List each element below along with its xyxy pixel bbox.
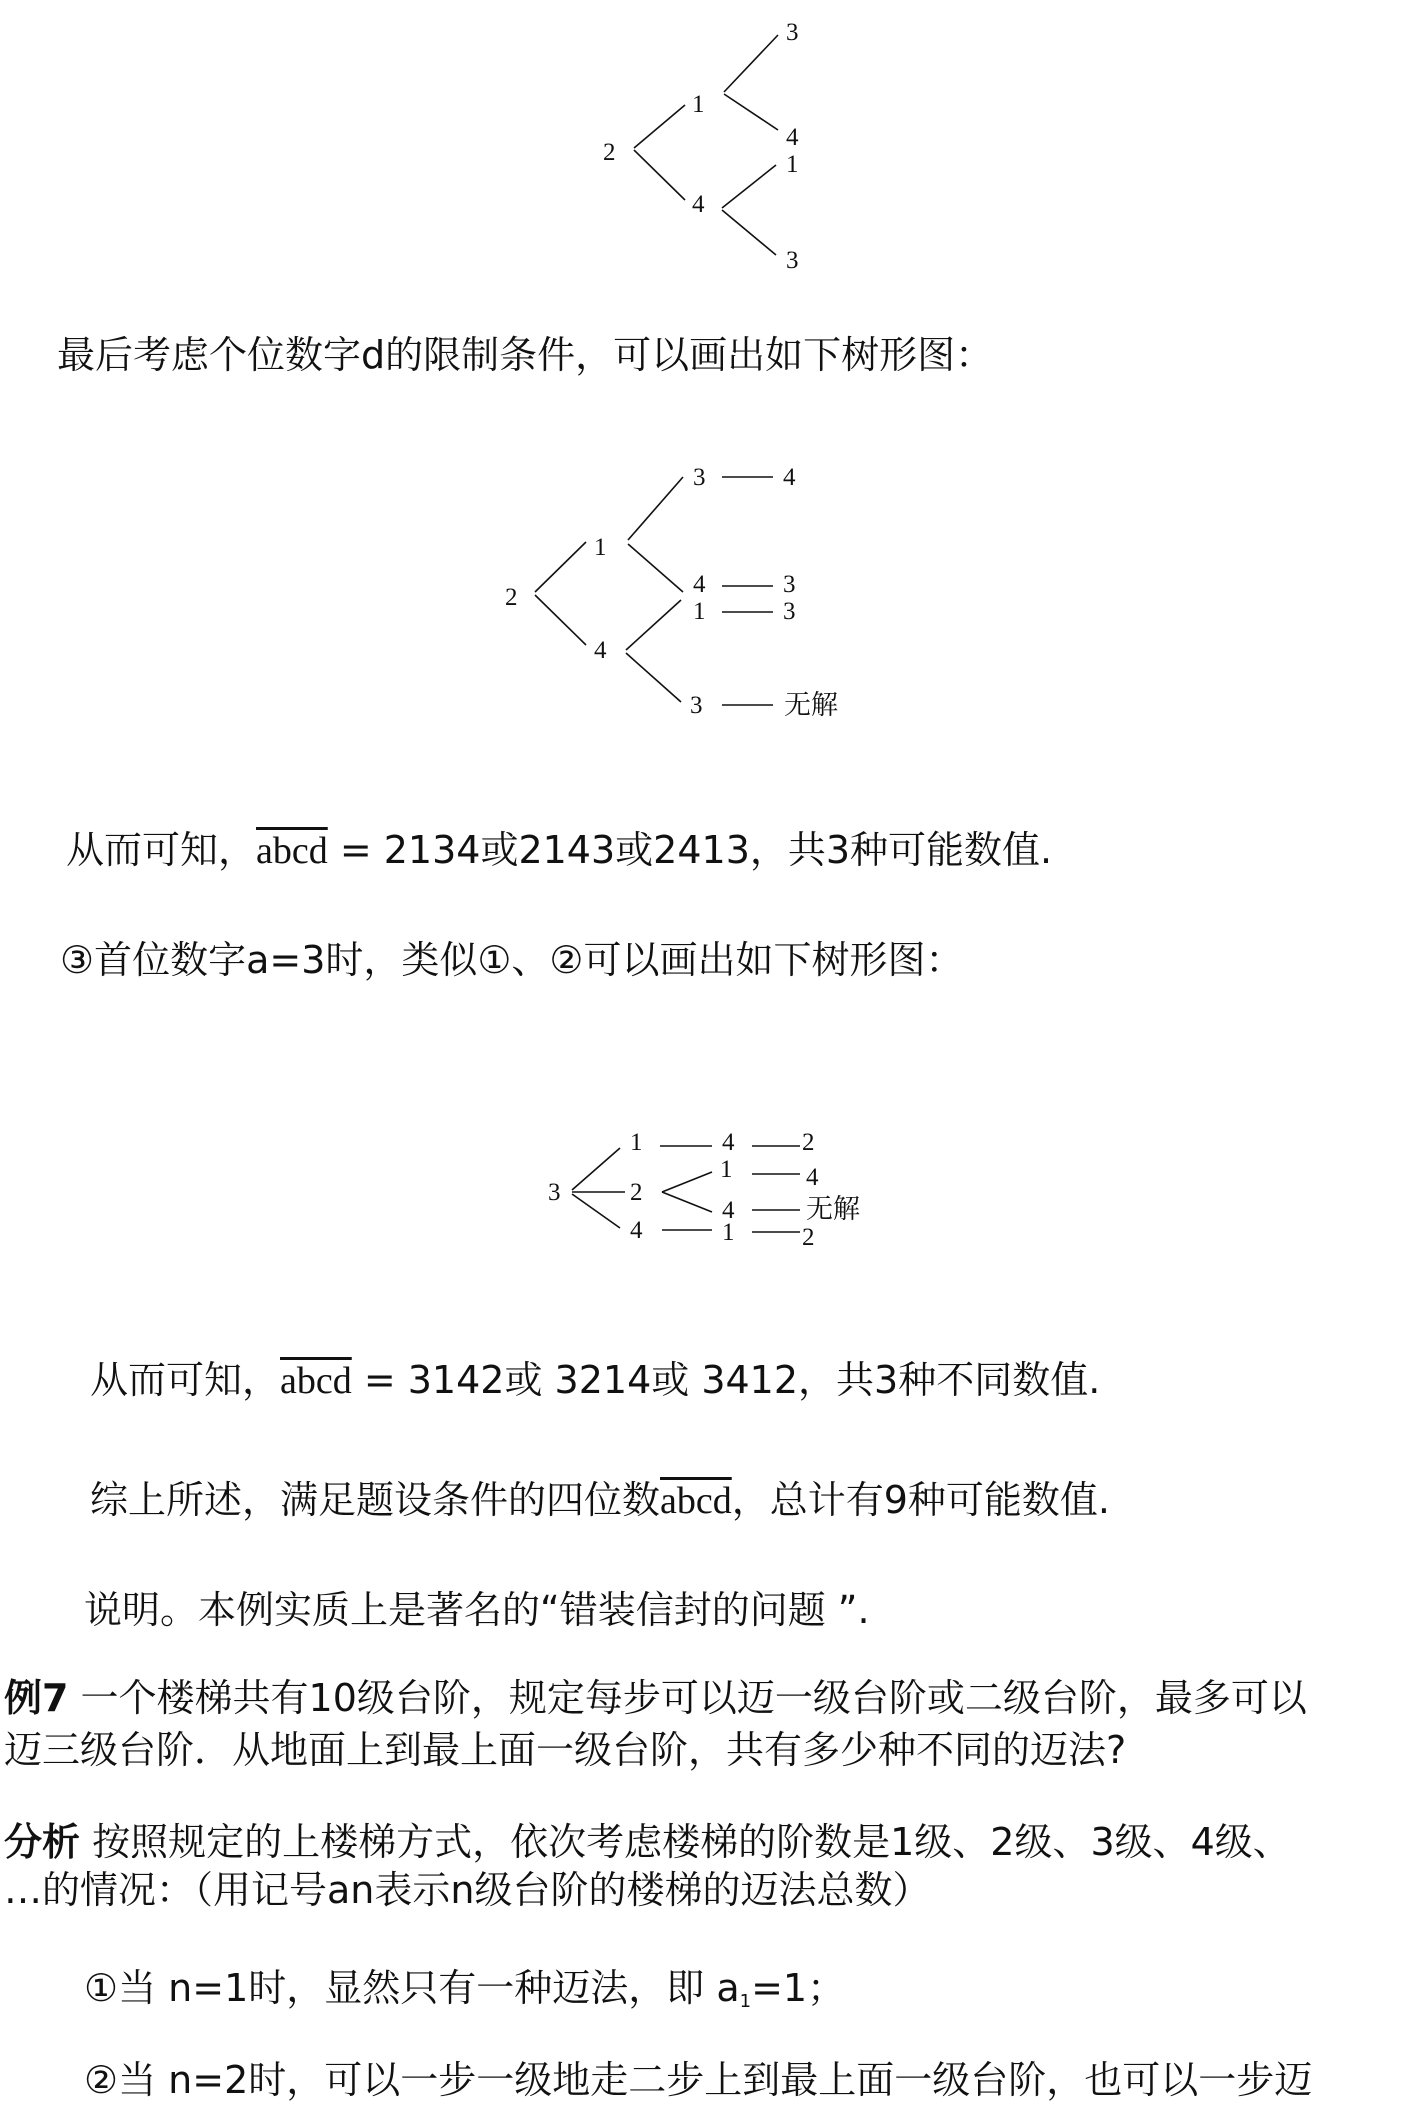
tree3-node: 2 [630,1179,643,1206]
tree1-leaf: 3 [786,247,799,274]
tree1-node: 1 [692,91,705,118]
tree1-edge [722,165,776,208]
summary-line: 综上所述，满足题设条件的四位数abcd，总计有9种可能数值. [90,1478,1111,1522]
tree2-leaf: 4 [783,464,796,491]
tree2-edge [628,477,683,540]
tree3-leaf: 2 [802,1129,815,1156]
tree1-node: 4 [692,191,705,218]
tree3-leaf: 4 [722,1197,735,1224]
tree3-leaf: 1 [720,1156,733,1183]
result-case2: 从而可知，abcd = 2134或2143或2413，共3种可能数值. [66,828,1053,872]
explanation-note: 说明。本例实质上是著名的“错装信封的问题 ”. [84,1588,870,1632]
tree-diagram-2 [0,440,1424,740]
tree2-leaf: 3 [783,598,796,625]
tree2-edge [535,595,586,645]
tree1-edge [724,94,778,130]
analysis-label: 分析 [4,1820,81,1864]
tree3-leaf: 2 [802,1224,815,1251]
tree-diagram-3 [0,1100,1424,1280]
tree1-edge [724,35,778,92]
para-case3: ③首位数字a=3时，类似①、②可以画出如下树形图： [60,938,964,982]
tree2-leaf: 3 [690,692,703,719]
tree2-node: 1 [594,534,607,561]
tree2-edge [626,600,681,650]
tree3-node: 4 [630,1217,643,1244]
tree2-edge [628,544,683,592]
case-n2: ②当 n=2时，可以一步一级地走二步上到最上面一级台阶，也可以一步迈 [84,2058,1313,2102]
tree1-leaf: 3 [786,19,799,46]
tree2-leaf: 无解 [784,690,838,721]
tree3-root: 3 [548,1179,561,1206]
tree3-edge [662,1192,712,1212]
tree3-leaf: 无解 [806,1194,860,1225]
example7-line2: 迈三级台阶．从地面上到最上面一级台阶，共有多少种不同的迈法? [4,1728,1127,1772]
tree1-leaf: 1 [786,151,799,178]
tree-diagram-1 [0,0,1424,300]
tree3-edge [572,1194,620,1228]
tree2-root: 2 [505,584,518,611]
tree1-edge [634,150,685,200]
tree1-edge [634,105,685,148]
analysis-line1: 分析 按照规定的上楼梯方式，依次考虑楼梯的阶数是1级、2级、3级、4级、 [4,1820,1291,1864]
tree3-leaf: 1 [722,1219,735,1246]
analysis-line2: …的情况：（用记号an表示n级台阶的楼梯的迈法总数） [4,1868,931,1912]
tree1-root: 2 [603,139,616,166]
tree3-node: 1 [630,1129,643,1156]
tree3-leaf: 4 [806,1164,819,1191]
para-last-digit: 最后考虑个位数字d的限制条件，可以画出如下树形图： [57,333,994,377]
tree3-leaf: 4 [722,1129,735,1156]
case-n1: ①当 n=1时，显然只有一种迈法，即 $a_1=1$； [84,1966,846,2012]
result-case3: 从而可知，abcd = 3142或 3214或 3412，共3种不同数值. [90,1358,1101,1402]
example7-line1: 例7 一个楼梯共有10级台阶，规定每步可以迈一级台阶或二级台阶，最多可以 [4,1676,1307,1720]
tree3-edge [572,1148,620,1190]
tree2-leaf: 3 [693,464,706,491]
tree2-edge [535,542,586,592]
tree1-leaf: 4 [786,124,799,151]
tree1-edge [722,210,776,255]
tree2-leaf: 1 [693,598,706,625]
tree2-leaf: 3 [783,571,796,598]
tree2-leaf: 4 [693,571,706,598]
tree2-node: 4 [594,637,607,664]
tree2-edge [626,653,681,702]
tree3-edge [662,1172,712,1192]
example7-label: 例7 [4,1676,69,1720]
